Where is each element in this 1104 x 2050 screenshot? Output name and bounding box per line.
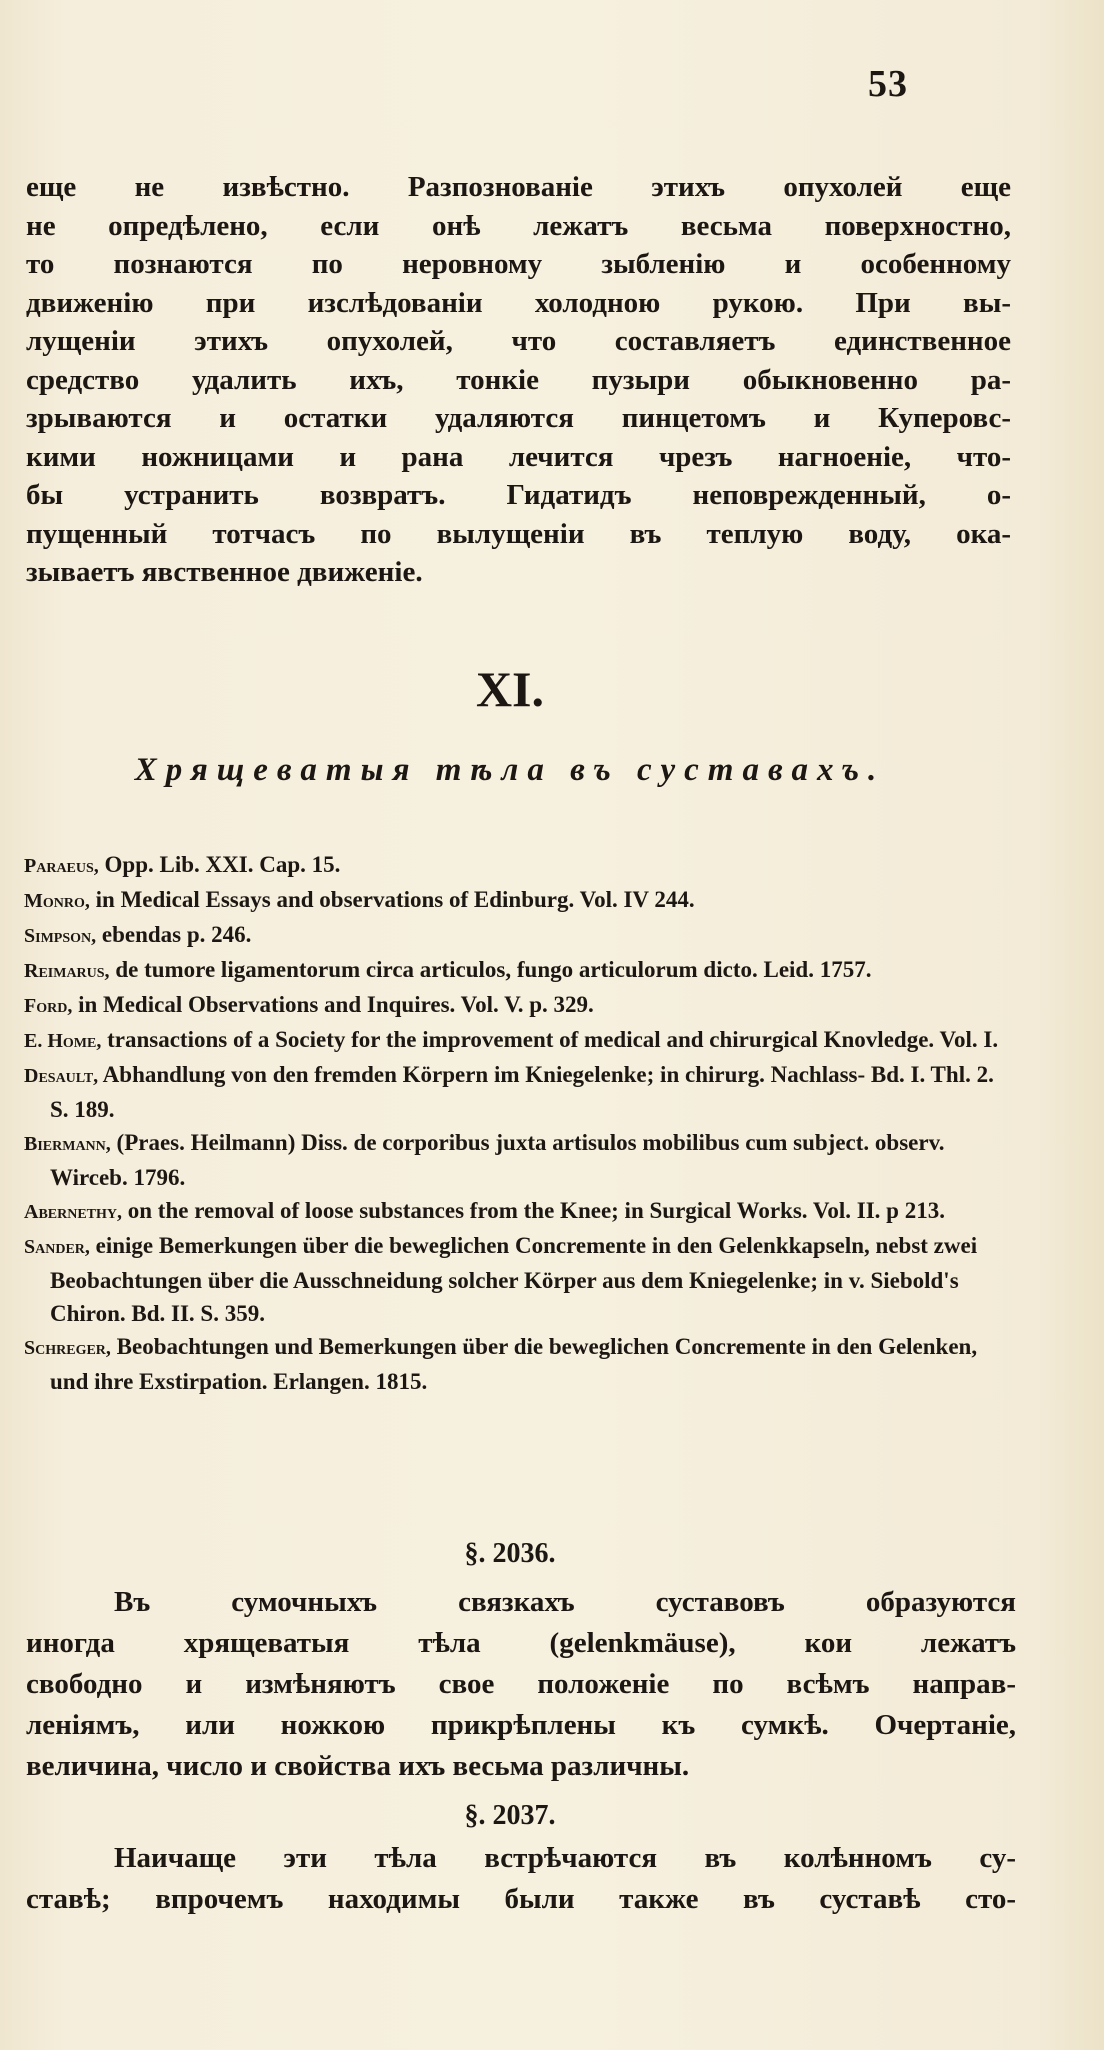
reference-item <box>24 848 1014 883</box>
reference-author: Ford, <box>24 995 73 1017</box>
text-line: еще не извѣстно. Разпознованіе этихъ опухолей еще <box>26 171 1011 203</box>
reference-author: Sander, <box>24 1236 90 1258</box>
reference-text: in Medical Essays and observations of Edinburg. Vol. IV 244. <box>89 887 695 912</box>
text-line: то познаются по неровному зыбленію и особенному <box>26 248 1011 280</box>
reference-author: Schreger, <box>24 1337 111 1359</box>
text-line: движенію при изслѣдованіи холодною рукою. При вы- <box>26 286 1011 319</box>
text-line: иногда хрящеватыя тѣла (gelenkmäuse), кои лежатъ <box>26 1627 1016 1659</box>
reference-text: in Medical Observations and Inquires. Vol. V. p. 329. <box>72 992 594 1017</box>
reference-text: Beobachtungen und Bemerkungen über die beweglichen Concremente in den Gelenken, und ihre Exstirpation. Erlangen. 1815. <box>50 1334 978 1394</box>
reference-item <box>24 883 1014 918</box>
text-line: зрываются и остатки удаляются пинцетомъ и Куперовс- <box>26 402 1011 434</box>
reference-item <box>24 1126 1014 1194</box>
reference-author: Simpson, <box>24 925 97 947</box>
text-line: средство удалить ихъ, тонкіе пузыри обыкновенно ра- <box>26 363 1011 396</box>
text-line: величина, число и свойства ихъ весьма различны. <box>26 1750 690 1782</box>
reference-text: Abhandlung von den fremden Körpern im Kniegelenke; in chirurg. Nachlass- Bd. I. Thl. 2. S. 189. <box>50 1062 994 1122</box>
reference-author: Desault, <box>24 1065 99 1087</box>
reference-item <box>24 1058 1014 1126</box>
reference-text: Opp. Lib. XXI. Cap. 15. <box>98 852 341 877</box>
text-line: кими ножницами и рана лечится чрезъ нагноеніе, что- <box>26 440 1011 473</box>
reference-author: Biermann, <box>24 1133 111 1155</box>
text-line: Въ сумочныхъ связкахъ суставовъ образуются <box>114 1586 1016 1618</box>
text-line: не опредѣлено, если онѣ лежатъ весьма поверхностно, <box>26 209 1011 242</box>
reference-text: transactions of a Society for the improvement of medical and chirurgical Knovledge. Vol. I. <box>101 1027 999 1052</box>
reference-text: einige Bemerkungen über die beweglichen Concremente in den Gelenkkapseln, nebst zwei Beobachtungen über die Ausschneidung solcher Körper aus dem Kniegelenke; in v. Siebold's Chiron. Bd. II. S. 359. <box>50 1233 978 1326</box>
reference-item <box>24 1194 1014 1229</box>
text-line: бы устранить возвратъ. Гидатидъ неповрежденный, о- <box>26 479 1011 511</box>
reference-item <box>24 988 1014 1023</box>
reference-text: ebendas p. 246. <box>96 922 252 947</box>
paragraph-heading-2037: §. 2037. <box>464 1800 556 1831</box>
reference-author: Reimarus, <box>24 960 110 982</box>
reference-text: on the removal of loose substances from the Knee; in Surgical Works. Vol. II. p 213. <box>122 1198 945 1223</box>
text-line: лущеніи этихъ опухолей, что составляетъ единственное <box>26 325 1011 357</box>
reference-author: Monro, <box>24 890 90 912</box>
text-line: зываетъ явственное движеніе. <box>26 556 423 588</box>
reference-item <box>24 918 1014 953</box>
reference-item <box>24 1330 1014 1398</box>
reference-text: de tumore ligamentorum circa articulos, fungo articulorum dicto. Leid. 1757. <box>109 957 872 982</box>
reference-item <box>24 1023 1014 1058</box>
reference-item <box>24 953 1014 988</box>
text-line: свободно и измѣняютъ свое положеніе по всѣмъ направ- <box>26 1668 1016 1700</box>
text-line: Наичаще эти тѣла встрѣчаются въ колѣнномъ су- <box>114 1842 1016 1874</box>
text-line: ставѣ; впрочемъ находимы были также въ суставѣ сто- <box>26 1883 1016 1915</box>
reference-author: E. Home, <box>24 1030 102 1052</box>
reference-text: (Praes. Heilmann) Diss. de corporibus juxta artisulos mobilibus cum subject. observ. Wirceb. 1796. <box>50 1130 945 1190</box>
text-line: пущенный тотчасъ по вылущеніи въ теплую воду, ока- <box>26 517 1011 550</box>
reference-author: Abernethy, <box>24 1201 123 1223</box>
paragraph-2036 <box>26 1582 1016 1787</box>
section-title: Хрящеватыя тѣла въ суставахъ. <box>134 752 886 788</box>
intro-paragraph <box>26 168 1011 592</box>
page-number: 53 <box>868 63 908 105</box>
paragraph-heading-2036: §. 2036. <box>464 1538 556 1569</box>
paragraph-2037 <box>26 1838 1016 1920</box>
text-line: леніямъ, или ножкою прикрѣплены къ сумкѣ. Очертаніе, <box>26 1709 1016 1741</box>
reference-list <box>24 848 1014 1398</box>
reference-item <box>24 1229 1014 1330</box>
section-number: XI. <box>475 661 545 717</box>
reference-author: Paraeus, <box>24 855 99 877</box>
